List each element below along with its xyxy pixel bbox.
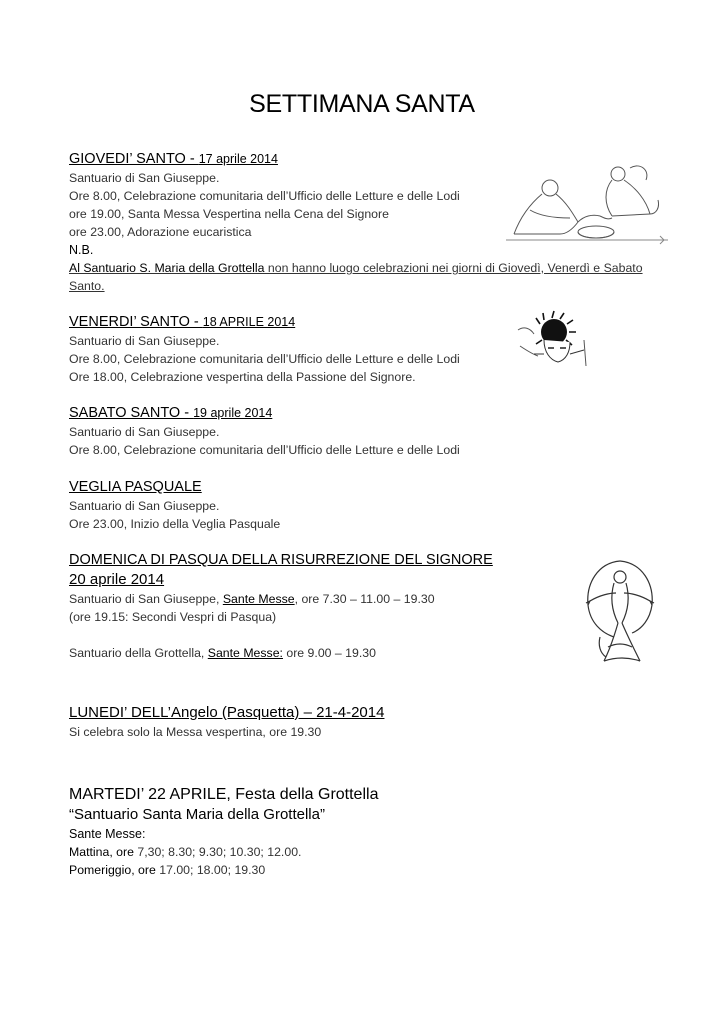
sabato-heading: SABATO SANTO - 19 aprile 2014 [69, 405, 273, 421]
veglia-line: Ore 23.00, Inizio della Veglia Pasquale [69, 517, 281, 531]
risen-christ-drawing [580, 557, 660, 669]
venerdi-heading: VENERDI’ SANTO - 18 APRILE 2014 [69, 314, 296, 330]
domenica-date: 20 aprile 2014 [69, 571, 165, 588]
section-domenica [69, 551, 649, 662]
martedi-mattina: Mattina, ore 7,30; 8.30; 9.30; 10.30; 12.00. [69, 845, 302, 859]
lunedi-heading: LUNEDI’ DELL’Angelo (Pasquetta) – 21-4-2014 [69, 704, 385, 721]
section-martedi [69, 784, 649, 879]
page-title: SETTIMANA SANTA [249, 90, 475, 118]
venerdi-line: Santuario di San Giuseppe. [69, 334, 220, 348]
venerdi-line: Ore 8.00, Celebrazione comunitaria dell’Ufficio delle Letture e delle Lodi [69, 352, 460, 366]
domenica-line: Santuario della Grottella, Sante Messe: ore 9.00 – 19.30 [69, 646, 376, 660]
martedi-heading: MARTEDI’ 22 APRILE, Festa della Grottella [69, 786, 379, 803]
sabato-date: 19 aprile 2014 [193, 406, 273, 420]
venerdi-line: Ore 18.00, Celebrazione vespertina della Passione del Signore. [69, 370, 416, 384]
martedi-sante-messe: Sante Messe: [69, 827, 146, 841]
nb-label: N.B. [69, 243, 94, 257]
nb-text: non hanno luogo celebrazioni nei giorni di Giovedì, Venerdì e Sabato Santo. [69, 261, 643, 293]
martedi-pomeriggio: Pomeriggio, ore 17.00; 18.00; 19.30 [69, 863, 266, 877]
giovedi-date: 17 aprile 2014 [198, 152, 278, 166]
sante-messe-label: Sante Messe [222, 592, 295, 606]
section-veglia [69, 478, 649, 533]
veglia-line: Santuario di San Giuseppe. [69, 499, 220, 513]
washing-feet-drawing [500, 160, 672, 248]
sante-messe-label: Sante Messe: [207, 646, 283, 660]
venerdi-date: 18 APRILE 2014 [202, 315, 296, 329]
sabato-line: Ore 8.00, Celebrazione comunitaria dell’Ufficio delle Letture e delle Lodi [69, 443, 460, 457]
lunedi-line: Si celebra solo la Messa vespertina, ore 19.30 [69, 725, 322, 739]
nb-note [69, 259, 649, 295]
giovedi-line: ore 19.00, Santa Messa Vespertina nella Cena del Signore [69, 207, 389, 221]
domenica-line: Santuario di San Giuseppe, Sante Messe, ore 7.30 – 11.00 – 19.30 [69, 592, 435, 606]
section-sabato [69, 404, 649, 459]
giovedi-heading: GIOVEDI’ SANTO - 17 aprile 2014 [69, 151, 278, 167]
sabato-line: Santuario di San Giuseppe. [69, 425, 220, 439]
domenica-heading: DOMENICA DI PASQUA DELLA RISURREZIONE DEL SIGNORE [69, 552, 493, 568]
nb-strong: Al Santuario S. Maria della Grottella [69, 261, 265, 275]
section-lunedi [69, 703, 649, 741]
giovedi-line: Santuario di San Giuseppe. [69, 171, 220, 185]
veglia-heading: VEGLIA PASQUALE [69, 479, 202, 495]
giovedi-line: Ore 8.00, Celebrazione comunitaria dell’Ufficio delle Letture e delle Lodi [69, 189, 460, 203]
domenica-line: (ore 19.15: Secondi Vespri di Pasqua) [69, 610, 277, 624]
giovedi-line: ore 23.00, Adorazione eucaristica [69, 225, 252, 239]
crown-of-thorns-drawing [514, 310, 590, 372]
martedi-subtitle: “Santuario Santa Maria della Grottella” [69, 806, 325, 823]
